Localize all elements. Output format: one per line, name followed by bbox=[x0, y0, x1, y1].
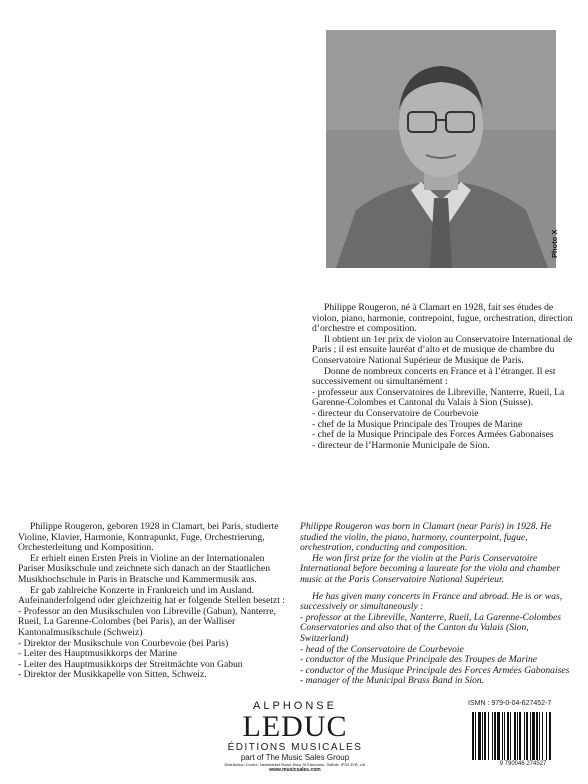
english-list-item: - conductor of the Musique Principale des Forces Armées Gabonaises bbox=[300, 664, 570, 676]
barcode-digits: 9 790046 274527 bbox=[499, 761, 547, 767]
barcode-bar bbox=[484, 712, 486, 760]
barcode-bar bbox=[472, 712, 474, 760]
barcode-bar bbox=[517, 712, 518, 760]
barcode-bar bbox=[539, 712, 540, 760]
barcode-bar bbox=[492, 712, 493, 760]
barcode-bar bbox=[494, 712, 496, 760]
french-paragraph-1: Philippe Rougeron, né à Clamart en 1928, fait ses études de violon, piano, harmonie, contrepoint, fugue, orchestration, direction d’orchestre et composition. bbox=[312, 302, 573, 335]
barcode-bar bbox=[549, 712, 551, 760]
french-list-item: - directeur de l’Harmonie Municipale de Sion. bbox=[312, 439, 490, 451]
barcode-bar bbox=[526, 712, 528, 760]
german-list-item: - Direktor der Musikkapelle von Sitten, Schweiz. bbox=[18, 669, 207, 681]
barcode-bar bbox=[530, 712, 531, 760]
barcode-bar bbox=[478, 712, 481, 760]
english-biography bbox=[300, 522, 570, 687]
publisher-name-top: ALPHONSE bbox=[253, 700, 337, 712]
german-list-item: - Professor an den Musikschulen von Libreville (Gabun), Nanterre, Rueil, La Garenne-Colombes (bei Paris), an der Walliser Kantonalmusikschule (Schweiz) bbox=[18, 605, 276, 638]
composer-photo bbox=[326, 30, 556, 268]
german-list-item: - Leiter des Hauptmusikkorps der Marine bbox=[18, 648, 178, 660]
barcode-bar bbox=[497, 712, 500, 760]
ismn-label: ISMN : 979-0-04-627452-7 bbox=[468, 700, 552, 707]
barcode-bar bbox=[507, 712, 509, 760]
publisher-logo bbox=[190, 700, 400, 773]
barcode-bar bbox=[510, 712, 511, 760]
portrait-image bbox=[326, 30, 556, 268]
french-list-item: - chef de la Musique Principale des Troupes de Marine bbox=[312, 418, 523, 430]
publisher-website: www.musicsales.com bbox=[269, 767, 321, 773]
french-paragraph-2: Il obtient un 1er prix de violon au Conservatoire International de Paris ; il est ensuite lauréat d’alto et de musique de chambre du Conservatoire National Supérieur de Musique de Paris. bbox=[312, 333, 573, 366]
english-paragraph-3: He has given many concerts in France and abroad. He is or was, successively or simultaneously : bbox=[300, 590, 563, 613]
barcode-bar bbox=[488, 712, 489, 760]
barcode-bar bbox=[504, 712, 505, 760]
english-paragraph-1: Philippe Rougeron was born in Clamart (near Paris) in 1928. He studied the violin, the piano, harmony, counterpoint, fugue, orchestration, conducting and composition. bbox=[300, 521, 552, 554]
barcode-bar bbox=[475, 712, 476, 760]
french-list-item: - professeur aux Conservatoires de Libreville, Nanterre, Rueil, La Garenne-Colombes et Cantonal du Valais à Sion (Suisse). bbox=[312, 386, 565, 409]
english-list-item: - professor at the Libreville, Nanterre, Rueil, La Garenne-Colombes Conservatories and also that of the Canton du Valais (Sion, Switzerland) bbox=[300, 611, 562, 644]
german-biography bbox=[18, 522, 288, 681]
german-paragraph-3: Er gab zahlreiche Konzerte in Frankreich und im Ausland. Aufeinanderfolgend oder gleichzeitig hat er folgende Stellen besetzt : bbox=[18, 584, 285, 607]
english-paragraph-2: He won first prize for the violin at the Paris Conservatoire International before becoming a laureate for the viola and chamber music at the Paris Conservatoire National Supérieur. bbox=[300, 552, 561, 585]
french-biography bbox=[312, 303, 574, 451]
photo-credit: Photo X bbox=[550, 229, 559, 258]
german-paragraph-1: Philippe Rougeron, geboren 1928 in Clamart, bei Paris, studierte Violine, Klavier, Harmonie, Kontrapunkt, Fuge, Orchestrierung, Orchesterleitung und Komposition. bbox=[18, 521, 279, 554]
french-paragraph-3: Donne de nombreux concerts en France et à l’étranger. Il est successivement ou simultanément : bbox=[312, 365, 556, 388]
barcode-bar bbox=[546, 712, 547, 760]
barcode bbox=[468, 712, 578, 760]
barcode-bar bbox=[536, 712, 538, 760]
barcode-bar bbox=[519, 712, 521, 760]
german-paragraph-2: Er erhielt einen Ersten Preis in Violine an der Internationalen Pariser Musikschule und zeichnete sich danach an der Staatlichen Musikhochschule in Paris in Bratsche und Kammermusik aus. bbox=[18, 552, 271, 585]
publisher-address: Distribution Centre, Newmarket Road, Bury St Edmunds, Suffolk, IP33 3YB, UK bbox=[224, 762, 366, 767]
english-list-item: - conductor of the Musique Principale des Troupes de Marine bbox=[300, 654, 538, 666]
barcode-bar bbox=[524, 712, 525, 760]
english-list-item: - manager of the Municipal Brass Band in Sion. bbox=[300, 675, 485, 687]
german-list-item: - Leiter des Hauptmusikkorps der Streitmächte von Gabun bbox=[18, 658, 243, 670]
barcode-bar bbox=[482, 712, 483, 760]
publisher-group: part of The Music Sales Group bbox=[240, 753, 350, 762]
german-list-item: - Direktor der Musikschule von Courbevoie (bei Paris) bbox=[18, 637, 229, 649]
french-list-item: - chef de la Musique Principale des Forces Armées Gabonaises bbox=[312, 429, 554, 441]
barcode-bar bbox=[514, 712, 516, 760]
publisher-name-main: LEDUC bbox=[242, 710, 348, 743]
barcode-bar bbox=[532, 712, 535, 760]
barcode-bar bbox=[542, 712, 543, 760]
english-list-item: - head of the Conservatoire de Courbevoie bbox=[300, 643, 464, 655]
barcode-bar bbox=[502, 712, 503, 760]
publisher-subtitle: ÉDITIONS MUSICALES bbox=[227, 742, 363, 753]
french-list-item: - directeur du Conservatoire de Courbevoie bbox=[312, 407, 479, 419]
